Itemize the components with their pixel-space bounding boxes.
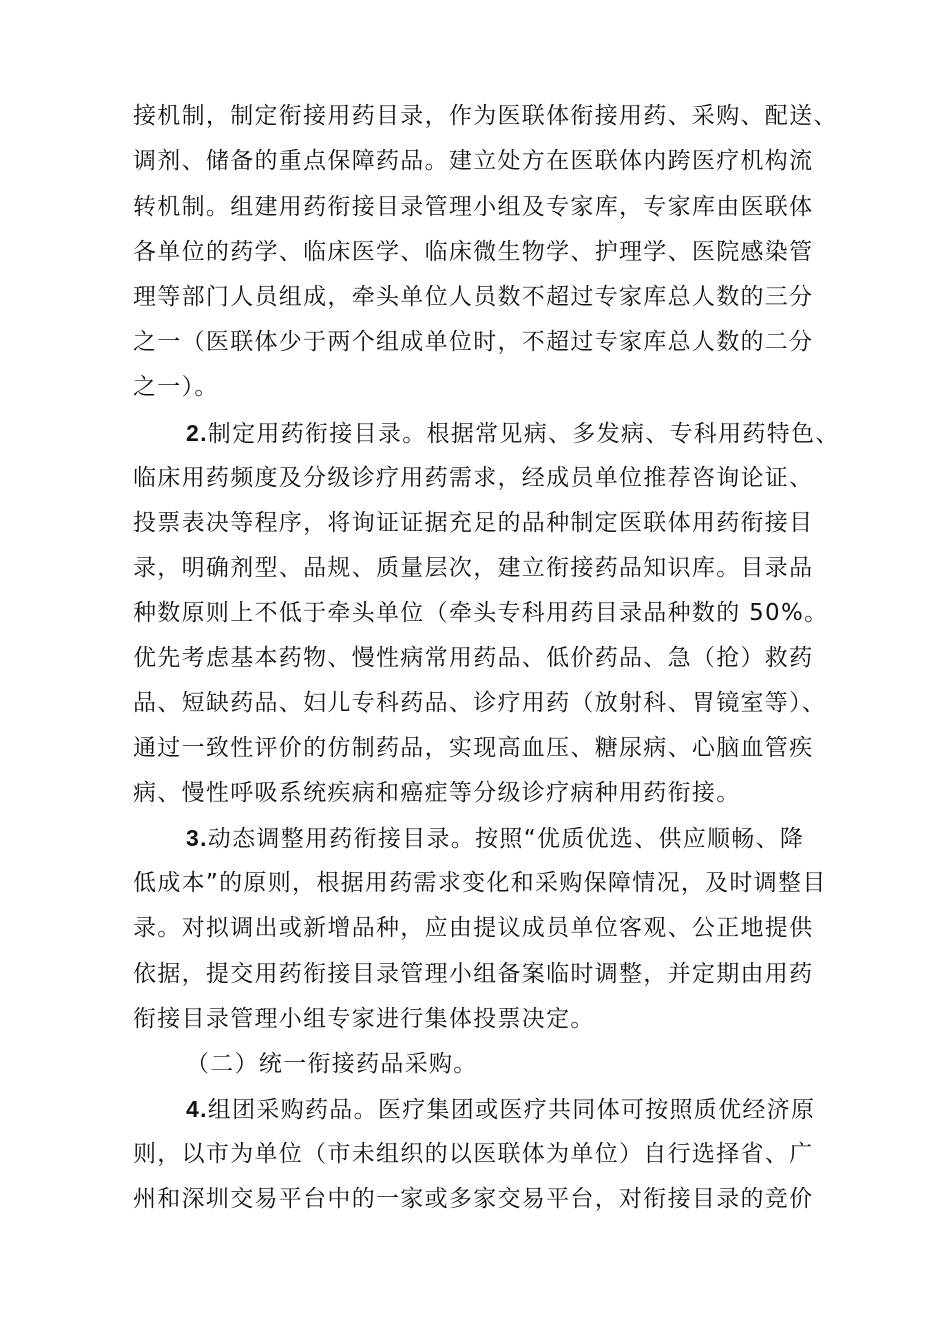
- text-line: 调剂、储备的重点保障药品。建立处方在医联体内跨医疗机构流: [133, 148, 814, 174]
- text-line: 则，以市为单位（市未组织的以医联体为单位）自行选择省、广: [133, 1141, 814, 1167]
- paragraph-item-3: [186, 823, 836, 854]
- text-line: 依据，提交用药衔接目录管理小组备案临时调整，并定期由用药: [133, 961, 814, 987]
- text-line: 病、慢性呼吸系统疾病和癌症等分级诊疗病种用药衔接。: [133, 780, 741, 806]
- item-number: 2.: [186, 420, 208, 446]
- text-line: 理等部门人员组成，牵头单位人员数不超过专家库总人数的三分: [133, 284, 814, 310]
- text-line: 之一（医联体少于两个组成单位时，不超过专家库总人数的二分: [133, 329, 814, 355]
- text-line: 临床用药频度及分级诊疗用药需求，经成员单位推荐咨询论证、: [133, 465, 814, 491]
- paragraph-item-2: [186, 418, 840, 449]
- text-line: 转机制。组建用药衔接目录管理小组及专家库，专家库由医联体: [133, 194, 814, 220]
- section-heading: （二）统一衔接药品采购。: [186, 1051, 478, 1077]
- text-line: 接机制，制定衔接用药目录，作为医联体衔接用药、采购、配送、: [133, 103, 838, 129]
- text-line: 动态调整用药衔接目录。按照“优质优选、供应顺畅、降: [207, 826, 805, 852]
- text-line: 各单位的药学、临床医学、临床微生物学、护理学、医院感染管: [133, 239, 814, 265]
- text-line: 州和深圳交易平台中的一家或多家交易平台，对衔接目录的竞价: [133, 1186, 814, 1212]
- text-line: 之一）。: [133, 374, 219, 400]
- text-line: 低成本”的原则，根据用药需求变化和采购保障情况，及时调整目: [133, 870, 827, 896]
- text-line: 衔接目录管理小组专家进行集体投票决定。: [133, 1006, 595, 1032]
- paragraph-item-4: [186, 1094, 836, 1125]
- text-line: 制定用药衔接目录。根据常见病、多发病、专科用药特色、: [207, 421, 840, 447]
- text-line: 通过一致性评价的仿制药品，实现高血压、糖尿病、心脑血管疾: [133, 735, 814, 761]
- text-line: 录，明确剂型、品规、质量层次，建立衔接药品知识库。目录品: [133, 555, 814, 581]
- text-line: 组团采购药品。医疗集团或医疗共同体可按照质优经济原: [207, 1097, 816, 1123]
- text-line: 品、短缺药品、妇儿专科药品、诊疗用药（放射科、胃镜室等）、: [133, 690, 827, 716]
- text-line: 种数原则上不低于牵头单位（牵头专科用药目录品种数的 50%。: [133, 600, 829, 626]
- item-number: 3.: [186, 825, 208, 851]
- text-line: 录。对拟调出或新增品种，应由提议成员单位客观、公正地提供: [133, 915, 814, 941]
- item-number: 4.: [186, 1096, 208, 1122]
- text-line: 投票表决等程序，将询证证据充足的品种制定医联体用药衔接目: [133, 510, 814, 536]
- text-line: 优先考虑基本药物、慢性病常用药品、低价药品、急（抢）救药: [133, 645, 814, 671]
